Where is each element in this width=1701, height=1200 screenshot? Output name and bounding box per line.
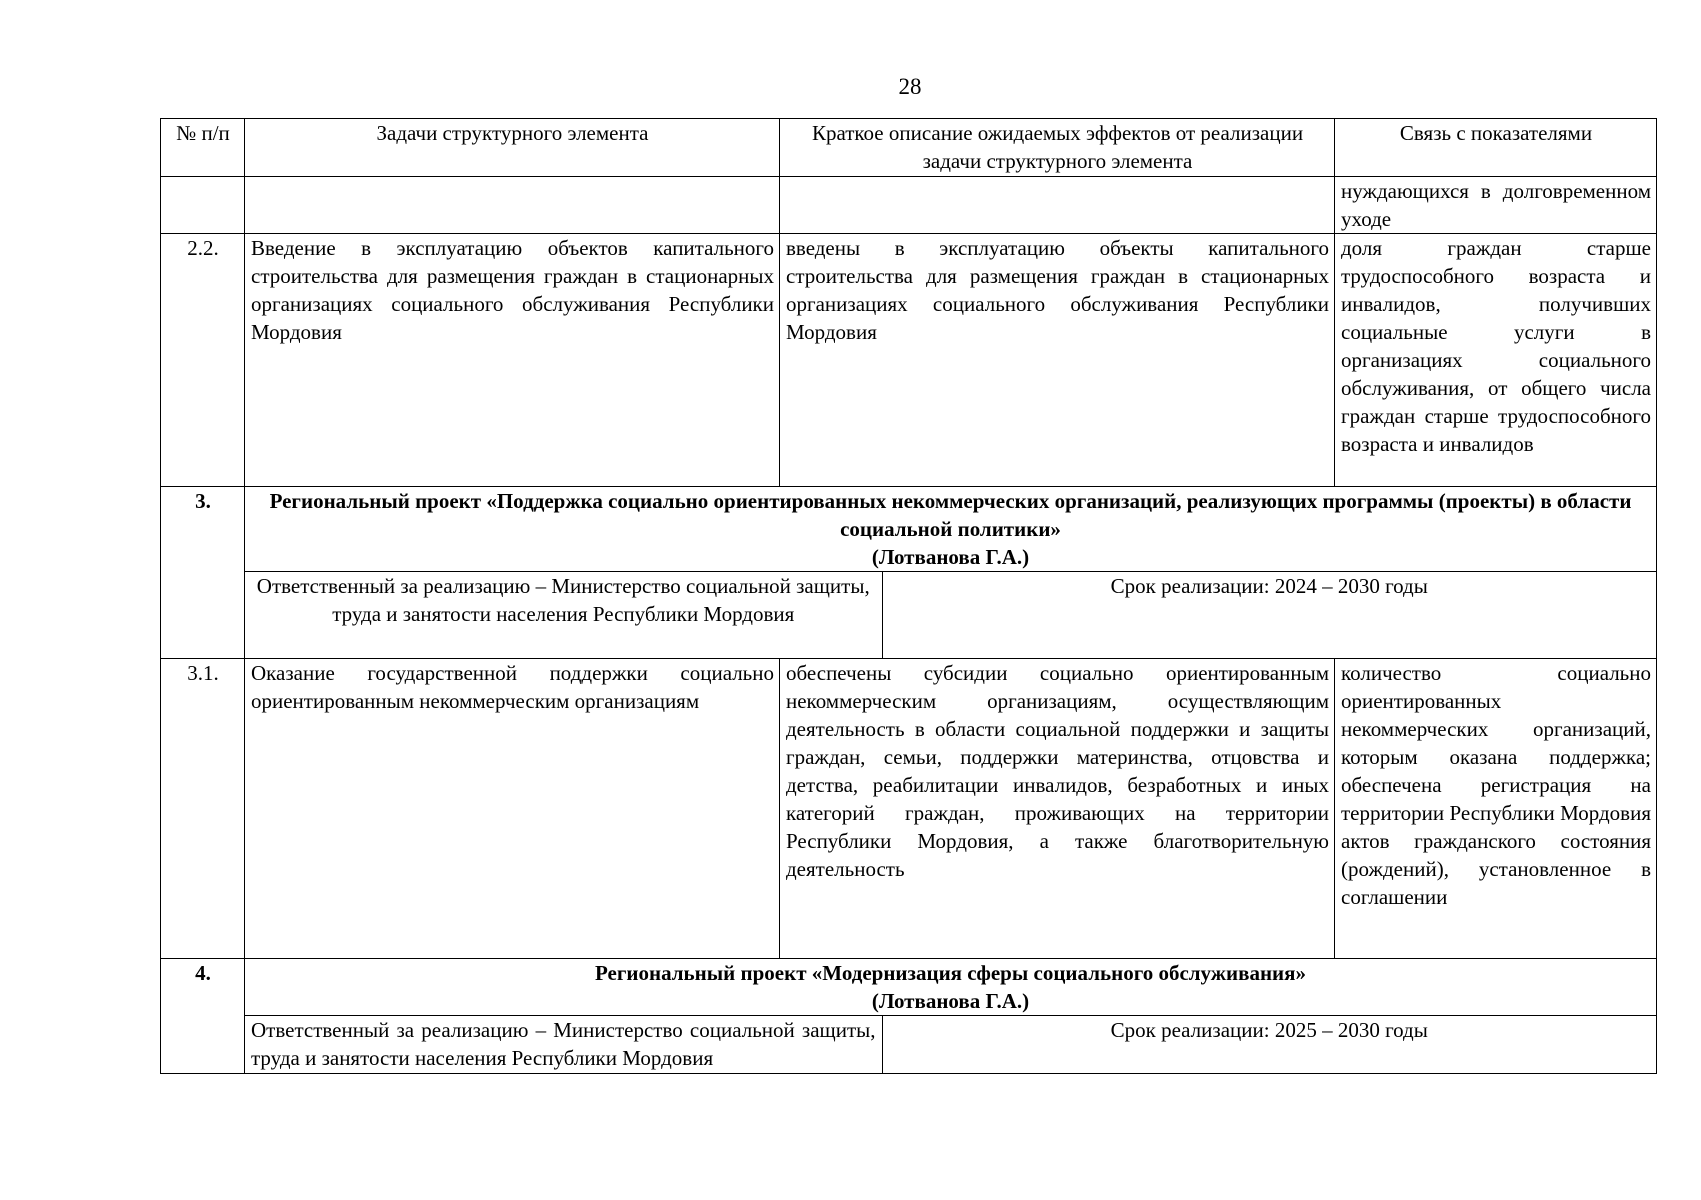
cell-effect: введены в эксплуатацию объекты капитального строительства для размещения граждан в стационарных организациях социального обслуживания Республики Мордовия [780, 234, 1335, 487]
project-4-title: Региональный проект «Модернизация сферы социального обслуживания» [594, 960, 1307, 985]
header-effects: Краткое описание ожидаемых эффектов от реализации задачи структурного элемента [780, 119, 1335, 177]
project-4-term: Срок реализации: 2025 – 2030 годы [882, 1015, 1656, 1073]
cell-task [245, 177, 780, 234]
cell-task: Введение в эксплуатацию объектов капитального строительства для размещения граждан в стационарных организациях социального обслуживания Республики Мордовия [245, 234, 780, 487]
project-3-heading [245, 487, 1656, 571]
project-4-curator: (Лотванова Г.А.) [871, 988, 1030, 1013]
cell-num: 3. [161, 487, 245, 659]
structural-elements-table [160, 118, 1657, 1074]
project-4-responsible: Ответственный за реализацию – Министерство социальной защиты, труда и занятости населения Республики Мордовия [245, 1015, 882, 1073]
cell-num: 3.1. [161, 658, 245, 958]
header-tasks: Задачи структурного элемента [245, 119, 780, 177]
cell-task: Оказание государственной поддержки социально ориентированным некоммерческим организациям [245, 658, 780, 958]
cell-num [161, 177, 245, 234]
table-row-3-1 [161, 658, 1657, 958]
table-row-continued [161, 177, 1657, 234]
table-header-row [161, 119, 1657, 177]
project-3-title: Региональный проект «Поддержка социально ориентированных некоммерческих организаций, реализующих программы (проекты) в области социальной политики» [269, 489, 1632, 541]
cell-num: 4. [161, 958, 245, 1074]
project-3-row [161, 487, 1657, 659]
cell-num: 2.2. [161, 234, 245, 487]
table-row-2-2 [161, 234, 1657, 487]
page-number: 28 [898, 74, 922, 99]
project-4-row [161, 958, 1657, 1074]
cell-effect: обеспечены субсидии социально ориентированным некоммерческим организациям, осуществляющим деятельность в области социальной поддержки и защиты граждан, семьи, поддержки материнства, отцовства и детства, реабилитации инвалидов, безработных и иных категорий граждан, проживающих на территории Республики Мордовия, а также благотворительную деятельность [780, 658, 1335, 958]
project-3-block [245, 487, 1657, 659]
cell-indicator: доля граждан старше трудоспособного возраста и инвалидов, получивших социальные услуги в организациях социального обслуживания, от общего числа граждан старше трудоспособного возраста и инвалидов [1335, 234, 1657, 487]
header-indicators: Связь с показателями [1335, 119, 1657, 177]
project-3-responsible: Ответственный за реализацию – Министерство социальной защиты, труда и занятости населения Республики Мордовия [245, 572, 882, 658]
cell-indicator: количество социально ориентированных некоммерческих организаций, которым оказана поддержка; обеспечена регистрация на территории Республики Мордовия актов гражданского состояния (рождений), установленное в соглашении [1335, 658, 1657, 958]
header-num: № п/п [161, 119, 245, 177]
cell-effect [780, 177, 1335, 234]
project-4-meta [245, 1015, 1656, 1074]
project-3-curator: (Лотванова Г.А.) [871, 545, 1030, 569]
project-4-heading [245, 959, 1656, 1015]
project-3-meta [245, 571, 1656, 658]
project-4-block [245, 958, 1657, 1074]
cell-indicator: нуждающихся в долговременном уходе [1335, 177, 1657, 234]
project-3-term: Срок реализации: 2024 – 2030 годы [882, 572, 1656, 658]
